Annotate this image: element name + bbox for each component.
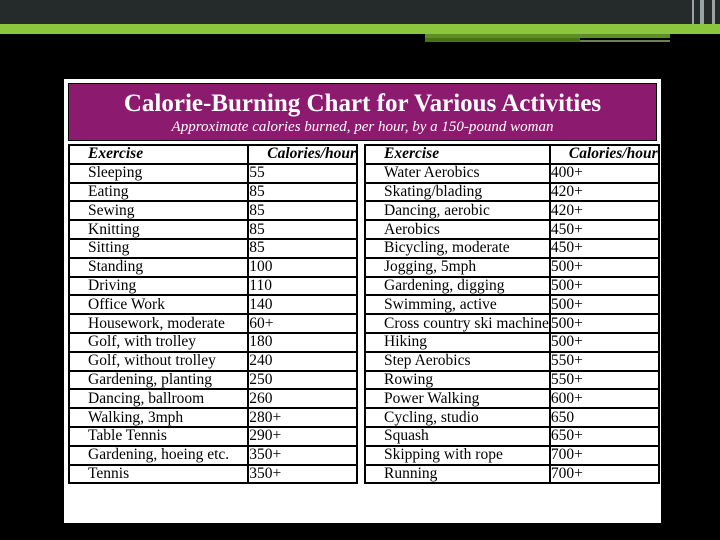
calories-cell: 100 — [248, 258, 357, 277]
column-header-exercise: Exercise — [365, 145, 550, 164]
calories-cell: 110 — [248, 277, 357, 296]
exercise-cell: Dancing, ballroom — [69, 389, 248, 408]
table-row — [365, 446, 659, 465]
exercise-cell: Cross country ski machine — [365, 314, 550, 333]
exercise-cell: Bicycling, moderate — [365, 239, 550, 258]
calories-cell: 85 — [248, 239, 357, 258]
chart-header — [68, 83, 657, 141]
column-header-exercise: Exercise — [69, 145, 248, 164]
calories-cell: 55 — [248, 164, 357, 183]
exercise-cell: Walking, 3mph — [69, 408, 248, 427]
calories-cell: 500+ — [550, 333, 659, 352]
calories-cell: 500+ — [550, 258, 659, 277]
chart-title: Calorie-Burning Chart for Various Activities — [123, 90, 602, 117]
table-row — [365, 427, 659, 446]
calories-cell: 350+ — [248, 465, 357, 484]
calories-cell: 350+ — [248, 446, 357, 465]
table-row — [69, 258, 357, 277]
table-row — [69, 352, 357, 371]
exercise-cell: Dancing, aerobic — [365, 201, 550, 220]
exercise-cell: Sewing — [69, 201, 248, 220]
table-row — [69, 183, 357, 202]
table-row — [365, 465, 659, 484]
slide-top-divider — [700, 0, 704, 24]
exercise-cell: Housework, moderate — [69, 314, 248, 333]
table-header-row — [69, 145, 357, 164]
calories-cell: 420+ — [550, 201, 659, 220]
calories-cell: 140 — [248, 295, 357, 314]
exercise-cell: Golf, without trolley — [69, 352, 248, 371]
calories-cell: 600+ — [550, 389, 659, 408]
exercise-cell: Sleeping — [69, 164, 248, 183]
exercise-cell: Sitting — [69, 239, 248, 258]
calories-cell: 280+ — [248, 408, 357, 427]
table-row — [365, 371, 659, 390]
calories-cell: 260 — [248, 389, 357, 408]
table-row — [365, 333, 659, 352]
table-row — [365, 258, 659, 277]
calories-cell: 290+ — [248, 427, 357, 446]
exercise-cell: Gardening, planting — [69, 371, 248, 390]
table-row — [365, 183, 659, 202]
exercise-cell: Eating — [69, 183, 248, 202]
calories-cell: 180 — [248, 333, 357, 352]
exercise-cell: Hiking — [365, 333, 550, 352]
calories-cell: 240 — [248, 352, 357, 371]
calories-cell: 250 — [248, 371, 357, 390]
calories-cell: 450+ — [550, 220, 659, 239]
calories-cell: 85 — [248, 183, 357, 202]
slide-accent-bar — [0, 24, 720, 34]
exercise-cell: Tennis — [69, 465, 248, 484]
exercise-cell: Step Aerobics — [365, 352, 550, 371]
calories-cell: 60+ — [248, 314, 357, 333]
exercise-cell: Golf, with trolley — [69, 333, 248, 352]
table-row — [365, 389, 659, 408]
slide-top-divider — [712, 0, 715, 24]
calories-cell: 450+ — [550, 239, 659, 258]
calories-cell: 700+ — [550, 446, 659, 465]
slide-accent-bar — [425, 38, 580, 42]
exercise-cell: Gardening, digging — [365, 277, 550, 296]
table-row — [69, 164, 357, 183]
table-row — [69, 239, 357, 258]
table-row — [69, 427, 357, 446]
table-row — [69, 446, 357, 465]
table-row — [69, 220, 357, 239]
exercise-cell: Cycling, studio — [365, 408, 550, 427]
table-row — [365, 295, 659, 314]
table-row — [365, 408, 659, 427]
column-header-calories: Calories/hour — [248, 145, 357, 164]
table-row — [69, 371, 357, 390]
calories-cell: 400+ — [550, 164, 659, 183]
table-row — [365, 352, 659, 371]
table-row — [69, 389, 357, 408]
calorie-chart — [64, 79, 661, 523]
table-row — [69, 201, 357, 220]
chart-subtitle: Approximate calories burned, per hour, by a 150-pound woman — [171, 119, 554, 135]
exercise-cell: Power Walking — [365, 389, 550, 408]
table-row — [69, 408, 357, 427]
left-activity-table — [68, 144, 358, 484]
table-row — [365, 201, 659, 220]
table-row — [69, 277, 357, 296]
table-header-row — [365, 145, 659, 164]
exercise-cell: Driving — [69, 277, 248, 296]
exercise-cell: Standing — [69, 258, 248, 277]
calories-cell: 650 — [550, 408, 659, 427]
slide-top-bar — [0, 0, 720, 24]
exercise-cell: Swimming, active — [365, 295, 550, 314]
exercise-cell: Running — [365, 465, 550, 484]
calories-cell: 650+ — [550, 427, 659, 446]
column-header-calories: Calories/hour — [550, 145, 659, 164]
exercise-cell: Aerobics — [365, 220, 550, 239]
table-row — [69, 465, 357, 484]
table-row — [69, 333, 357, 352]
exercise-cell: Squash — [365, 427, 550, 446]
exercise-cell: Skipping with rope — [365, 446, 550, 465]
exercise-cell: Jogging, 5mph — [365, 258, 550, 277]
table-row — [365, 277, 659, 296]
right-activity-table — [364, 144, 660, 484]
calories-cell: 500+ — [550, 314, 659, 333]
calories-cell: 550+ — [550, 371, 659, 390]
calories-cell: 85 — [248, 220, 357, 239]
calories-cell: 700+ — [550, 465, 659, 484]
calories-cell: 500+ — [550, 295, 659, 314]
table-row — [69, 314, 357, 333]
calories-cell: 500+ — [550, 277, 659, 296]
exercise-cell: Gardening, hoeing etc. — [69, 446, 248, 465]
table-row — [365, 220, 659, 239]
table-row — [365, 239, 659, 258]
exercise-cell: Office Work — [69, 295, 248, 314]
calories-cell: 420+ — [550, 183, 659, 202]
table-row — [365, 164, 659, 183]
calories-cell: 550+ — [550, 352, 659, 371]
exercise-cell: Rowing — [365, 371, 550, 390]
table-row — [69, 295, 357, 314]
calories-cell: 85 — [248, 201, 357, 220]
exercise-cell: Table Tennis — [69, 427, 248, 446]
exercise-cell: Water Aerobics — [365, 164, 550, 183]
exercise-cell: Knitting — [69, 220, 248, 239]
slide-accent-line — [580, 40, 670, 42]
table-row — [365, 314, 659, 333]
slide-top-divider — [692, 0, 694, 24]
exercise-cell: Skating/blading — [365, 183, 550, 202]
